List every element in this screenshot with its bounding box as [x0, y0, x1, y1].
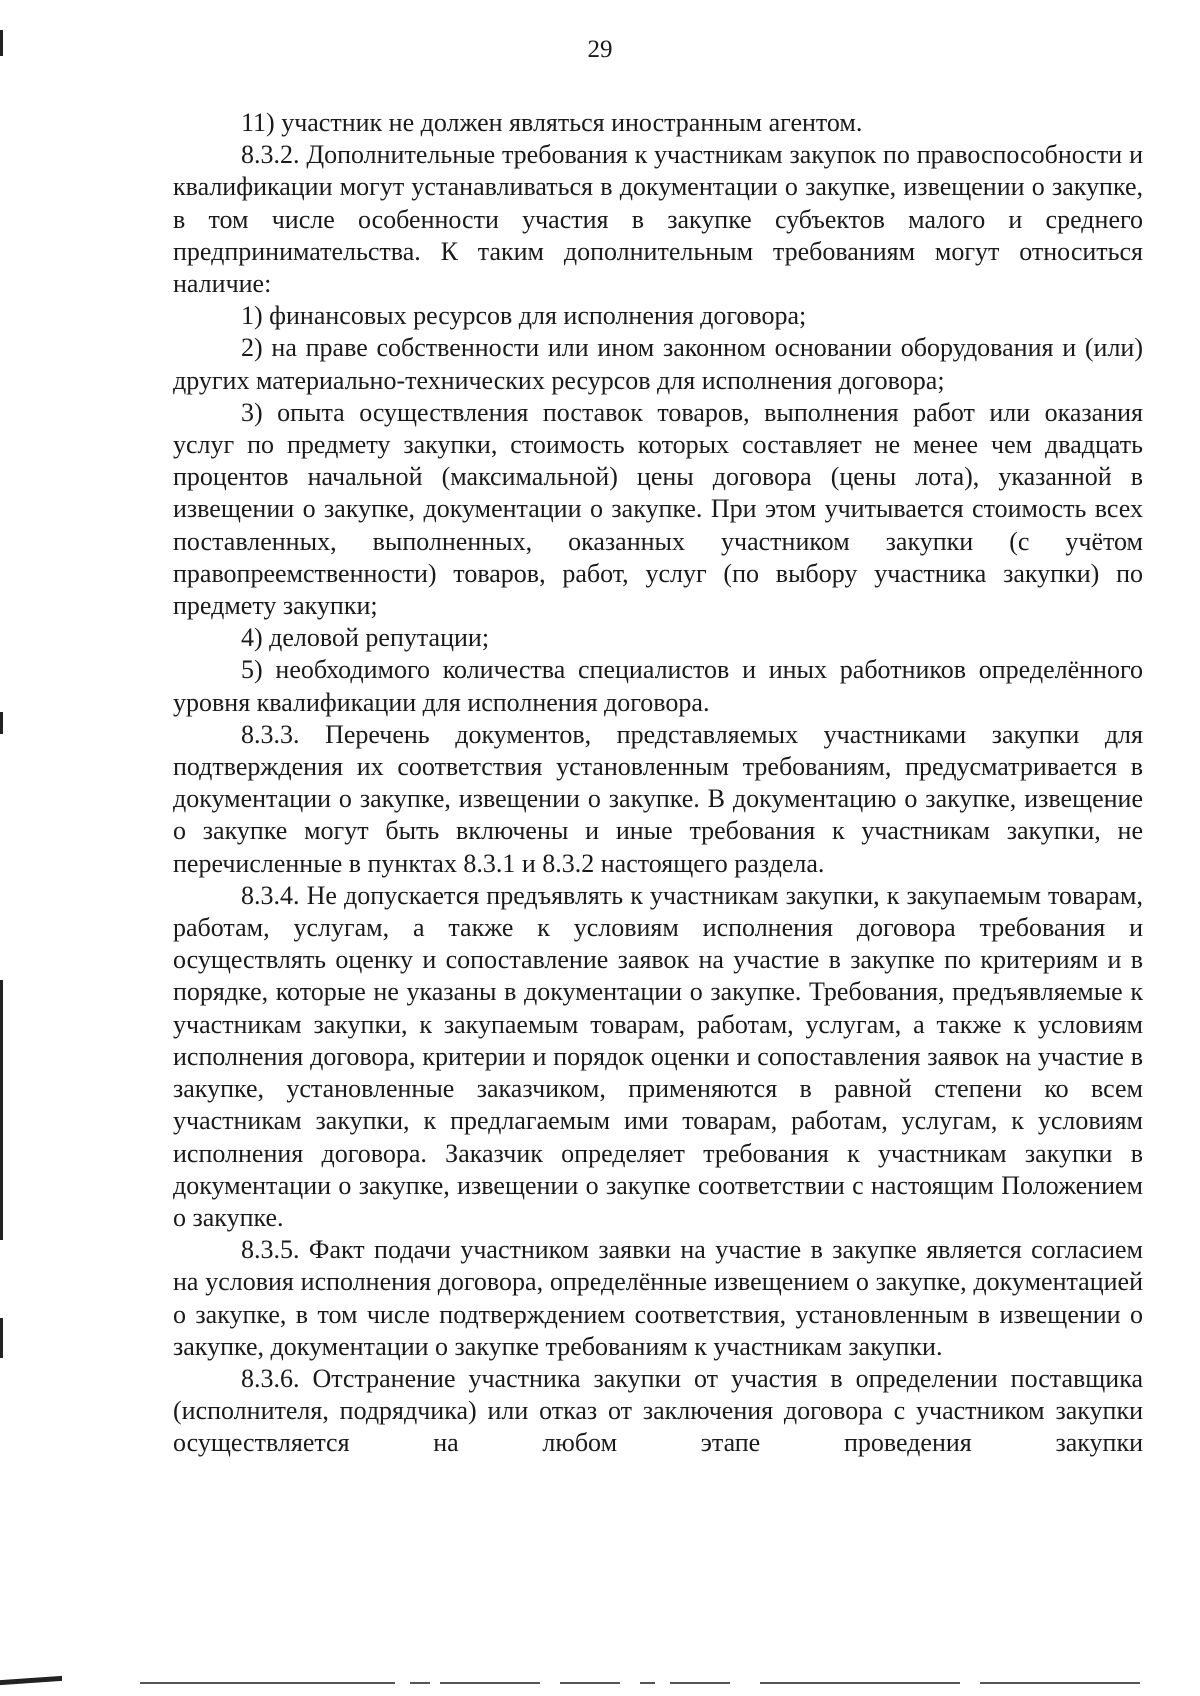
scan-rule-7	[760, 1682, 960, 1684]
scan-rule-6	[670, 1682, 730, 1684]
scan-rule-3	[440, 1682, 540, 1684]
document-body	[173, 107, 1143, 1460]
paragraph-8-3-6: 8.3.6. Отстранение участника закупки от участия в определении поставщика (исполнителя, подрядчика) или отказ от заключения договора с участником закупки осуществляется на любом этапе проведения закупки	[173, 1363, 1143, 1458]
scan-rule-5	[640, 1682, 655, 1684]
paragraph-item-11: 11) участник не должен являться иностранным агентом.	[241, 108, 863, 137]
scan-mark-left-middle	[0, 712, 3, 734]
paragraph-8-3-3: 8.3.3. Перечень документов, представляемых участниками закупки для подтверждения их соответствия установленным требованиям, предусматривается в документации о закупке, извещении о закупке. В документацию о закупке, извещение о закупке могут быть включены и иные требования к участникам закупки, не перечисленные в пунктах 8.3.1 и 8.3.2 настоящего раздела.	[173, 719, 1143, 878]
scan-rule-1	[140, 1682, 395, 1684]
paragraph-item-4: 4) деловой репутации;	[241, 623, 490, 653]
page-number: 29	[587, 36, 613, 63]
scan-mark-corner	[0, 1676, 62, 1685]
scan-mark-left-lower	[0, 980, 3, 1240]
scan-rule-8	[980, 1682, 1140, 1684]
paragraph-item-1: 1) финансовых ресурсов для исполнения договора;	[241, 301, 807, 331]
paragraph-8-3-4: 8.3.4. Не допускается предъявлять к участникам закупки, к закупаемым товарам, работам, услугам, а также к условиям исполнения договора требования и осуществлять оценку и сопоставление заявок на участие в закупке по критериям и в порядке, которые не указаны в документации о закупке. Требования, предъявляемые к участникам закупки, к закупаемым товарам, работам, услугам, а также к условиям исполнения договора, критерии и порядок оценки и сопоставления заявок на участие в закупке, установленные заказчиком, применяются в равной степени ко всем участникам закупки, к предлагаемым ими товарам, работам, услугам, к условиям исполнения договора. Заказчик определяет требования к участникам закупки в документации о закупке, извещении о закупке соответствии с настоящим Положением о закупке.	[173, 880, 1143, 1232]
scan-mark-left-bottom	[0, 1318, 3, 1358]
scan-mark-left-top	[0, 30, 3, 56]
scan-rule-2	[410, 1682, 430, 1684]
paragraph-8-3-5: 8.3.5. Факт подачи участником заявки на участие в закупке является согласием на условия исполнения договора, определённые извещением о закупке, документацией о закупке, в том числе подтверждением соответствия, установленным в извещении о закупке, документации о закупке требованиям к участникам закупки.	[173, 1235, 1143, 1361]
scan-rule-4	[560, 1682, 620, 1684]
paragraph-item-5: 5) необходимого количества специалистов и иных работников определённого уровня квалификации для исполнения договора.	[173, 655, 1143, 717]
paragraph-8-3-2: 8.3.2. Дополнительные требования к участникам закупок по правоспособности и квалификации могут устанавливаться в документации о закупке, извещении о закупке, в том числе особенности участия в закупке субъектов малого и среднего предпринимательства. К таким дополнительным требованиям могут относиться наличие:	[173, 140, 1143, 299]
paragraph-item-2: 2) на праве собственности или ином законном основании оборудования и (или) других материально-технических ресурсов для исполнения договора;	[173, 333, 1143, 395]
paragraph-item-3: 3) опыта осуществления поставок товаров, выполнения работ или оказания услуг по предмету закупки, стоимость которых составляет не менее чем двадцать процентов начальной (максимальной) цены договора (цены лота), указанной в извещении о закупке, документации о закупке. При этом учитывается стоимость всех поставленных, выполненных, оказанных участником закупки (с учётом правопреемственности) товаров, работ, услуг (по выбору участника закупки) по предмету закупки;	[173, 397, 1143, 621]
